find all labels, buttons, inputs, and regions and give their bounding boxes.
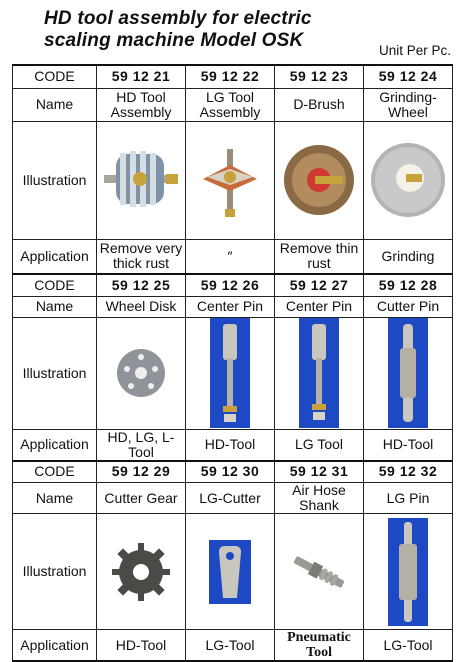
product-code: 59 12 32 xyxy=(364,461,453,483)
application-text: HD-Tool xyxy=(364,429,453,461)
code-label: CODE xyxy=(13,65,97,88)
name-row xyxy=(13,483,453,514)
illustration-label: Illustration xyxy=(13,514,97,630)
application-text: Grinding xyxy=(364,239,453,274)
lg-pin-image xyxy=(364,514,453,630)
product-code: 59 12 24 xyxy=(364,65,453,88)
air-hose-shank-image xyxy=(275,514,364,630)
center-pin-image xyxy=(275,317,364,429)
product-code: 59 12 28 xyxy=(364,274,453,296)
product-name: Grinding-Wheel xyxy=(364,88,453,121)
hd-tool-assembly-image xyxy=(97,121,186,239)
product-name: Cutter Pin xyxy=(364,296,453,317)
application-text: LG-Tool xyxy=(364,630,453,662)
application-text: ″ xyxy=(186,239,275,274)
cutter-pin-image xyxy=(364,317,453,429)
name-row xyxy=(13,88,453,121)
application-text: Remove thin rust xyxy=(275,239,364,274)
title-line-1: HD tool assembly for electric xyxy=(44,8,312,29)
illustration-label: Illustration xyxy=(13,317,97,429)
lg-cutter-image xyxy=(186,514,275,630)
center-pin-image xyxy=(186,317,275,429)
product-code: 59 12 31 xyxy=(275,461,364,483)
product-code: 59 12 25 xyxy=(97,274,186,296)
product-name: Air Hose Shank xyxy=(275,483,364,514)
product-name: LG Tool Assembly xyxy=(186,88,275,121)
product-code: 59 12 23 xyxy=(275,65,364,88)
application-label: Application xyxy=(13,630,97,662)
product-code: 59 12 26 xyxy=(186,274,275,296)
application-text: LG Tool xyxy=(275,429,364,461)
grinding-wheel-image xyxy=(364,121,453,239)
name-row xyxy=(13,296,453,317)
name-label: Name xyxy=(13,88,97,121)
product-name: LG-Cutter xyxy=(186,483,275,514)
d-brush-image xyxy=(275,121,364,239)
application-row xyxy=(13,630,453,662)
cutter-gear-image xyxy=(97,514,186,630)
application-label: Application xyxy=(13,239,97,274)
wheel-disk-image xyxy=(97,317,186,429)
product-name: Wheel Disk xyxy=(97,296,186,317)
product-name: HD Tool Assembly xyxy=(97,88,186,121)
lg-tool-assembly-image xyxy=(186,121,275,239)
application-text: HD, LG, L-Tool xyxy=(97,429,186,461)
application-text: HD-Tool xyxy=(186,429,275,461)
illustration-row xyxy=(13,514,453,630)
code-label: CODE xyxy=(13,274,97,296)
product-code: 59 12 30 xyxy=(186,461,275,483)
title-line-2: scaling machine Model OSK xyxy=(44,30,304,51)
application-label: Application xyxy=(13,429,97,461)
product-code: 59 12 22 xyxy=(186,65,275,88)
application-text: Remove very thick rust xyxy=(97,239,186,274)
code-label: CODE xyxy=(13,461,97,483)
product-code: 59 12 29 xyxy=(97,461,186,483)
application-text: Pneumatic Tool xyxy=(275,630,364,662)
code-row xyxy=(13,461,453,483)
name-label: Name xyxy=(13,296,97,317)
product-name: Center Pin xyxy=(275,296,364,317)
application-row xyxy=(13,429,453,461)
product-name: D-Brush xyxy=(275,88,364,121)
illustration-row xyxy=(13,317,453,429)
illustration-label: Illustration xyxy=(13,121,97,239)
name-label: Name xyxy=(13,483,97,514)
product-table xyxy=(12,64,453,662)
page-title xyxy=(44,8,384,52)
product-name: Center Pin xyxy=(186,296,275,317)
product-name: LG Pin xyxy=(364,483,453,514)
product-name: Cutter Gear xyxy=(97,483,186,514)
application-text: LG-Tool xyxy=(186,630,275,662)
unit-note: Unit Per Pc. xyxy=(378,43,451,58)
code-row xyxy=(13,65,453,88)
product-code: 59 12 21 xyxy=(97,65,186,88)
product-code: 59 12 27 xyxy=(275,274,364,296)
illustration-row xyxy=(13,121,453,239)
application-text: HD-Tool xyxy=(97,630,186,662)
application-row xyxy=(13,239,453,274)
code-row xyxy=(13,274,453,296)
